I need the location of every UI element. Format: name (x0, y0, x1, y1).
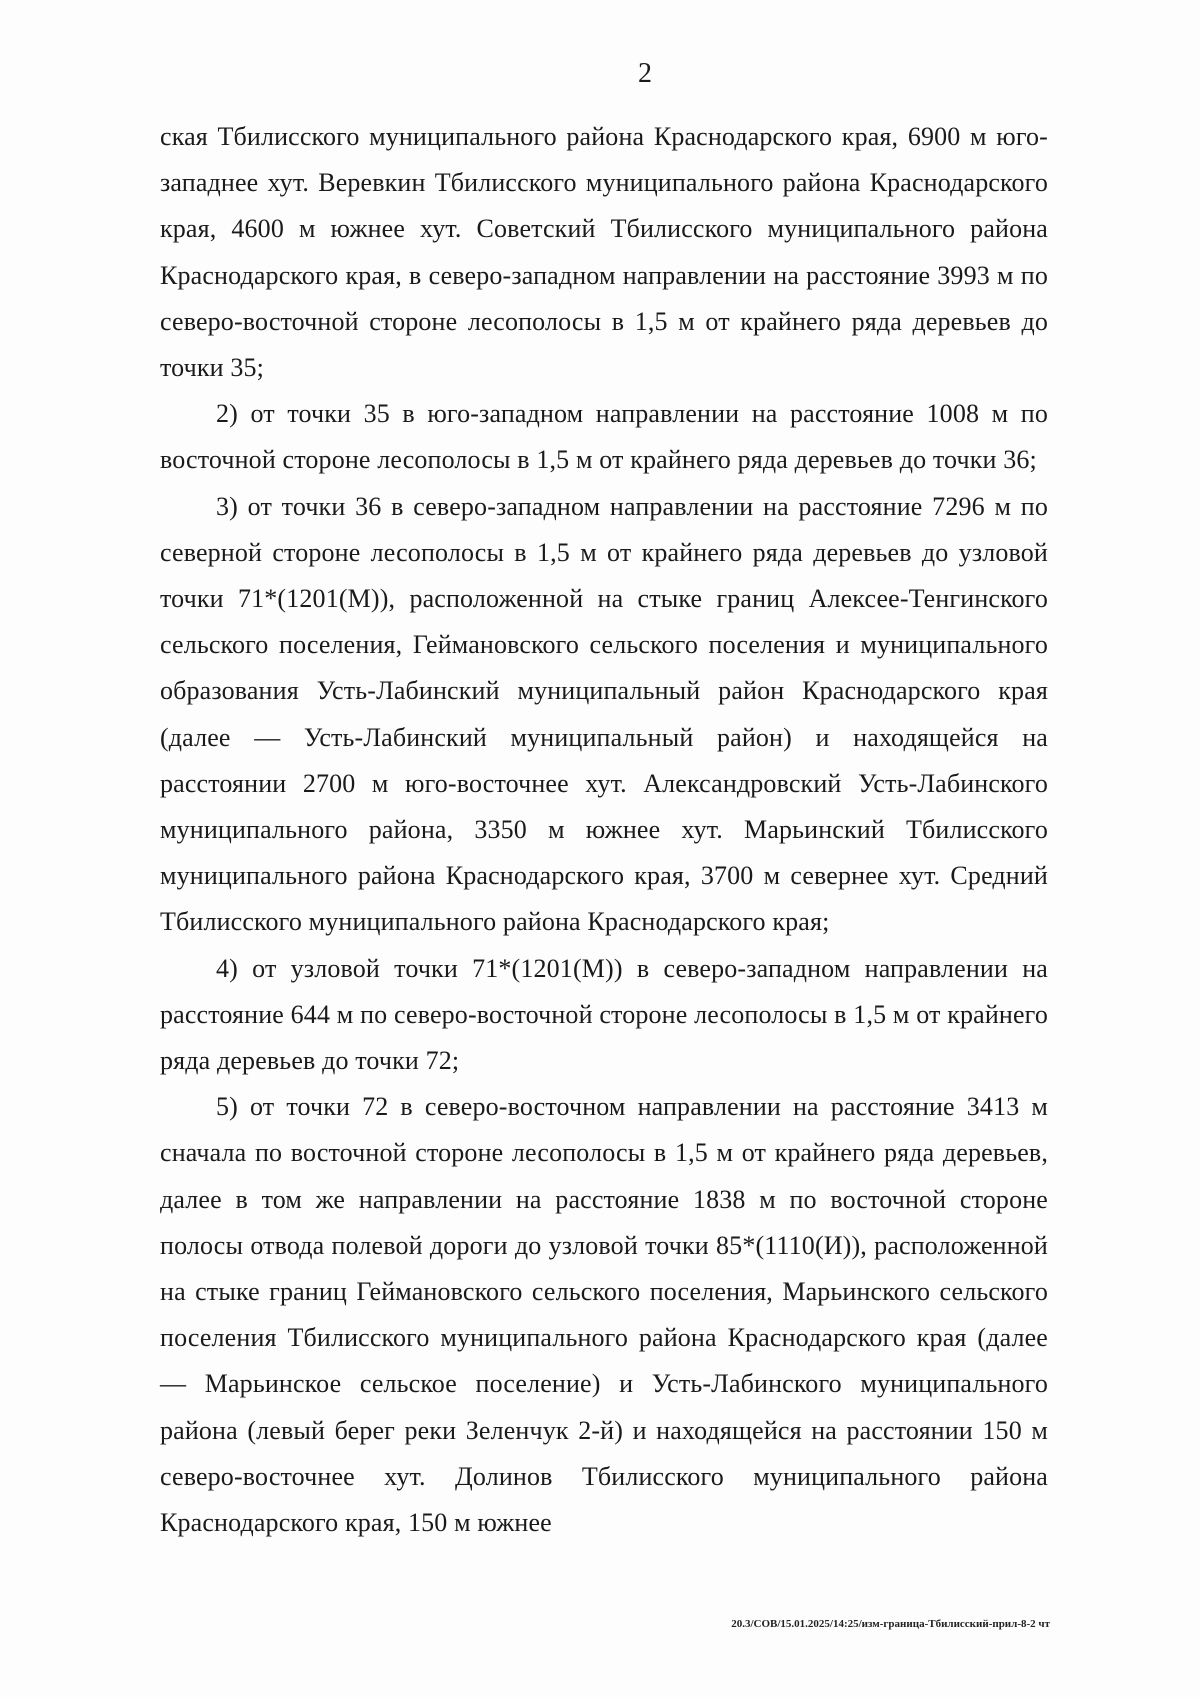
paragraph-item-5: 5) от точки 72 в северо-восточном направлении на расстояние 3413 м сначала по восточной стороне лесополосы в 1,5 м от крайнего ряда деревьев, далее в том же направлении на расстояние 1838 м по восточной стороне полосы отвода полевой дороги до узловой точки 85*(1110(И)), расположенной на стыке границ Геймановского сельского поселения, Марьинского сельского поселения Тбилисского муниципального района Краснодарского края (далее — Марьинское сельское поселение) и Усть-Лабинского муниципального района (левый берег реки Зеленчук 2-й) и находящейся на расстоянии 150 м северо-восточнее хут. Долинов Тбилисского муниципального района Краснодарского края, 150 м южнее (160, 1092, 1048, 1538)
paragraph-continuation: ская Тбилисского муниципального района Краснодарского края, 6900 м юго-западнее хут. Веревкин Тбилисского муниципального района Краснодарского края, 4600 м южнее хут. Советский Тбилисского муниципального района Краснодарского края, в северо-западном направлении на расстояние 3993 м по северо-восточной стороне лесополосы в 1,5 м от крайнего ряда деревьев до точки 35; (160, 122, 1048, 383)
page-number: 2 (638, 58, 652, 89)
document-body (160, 114, 1048, 1546)
footer-document-code: 20.3/СОВ/15.01.2025/14:25/изм-граница-Тбилисский-прил-8-2 чт (731, 1618, 1050, 1630)
paragraph-item-3: 3) от точки 36 в северо-западном направлении на расстояние 7296 м по северной стороне лесополосы в 1,5 м от крайнего ряда деревьев до узловой точки 71*(1201(М)), расположенной на стыке границ Алексее-Тенгинского сельского поселения, Геймановского сельского поселения и муниципального образования Усть-Лабинский муниципальный район Краснодарского края (далее — Усть-Лабинский муниципальный район) и находящейся на расстоянии 2700 м юго-восточнее хут. Александровский Усть-Лабинского муниципального района, 3350 м южнее хут. Марьинский Тбилисского муниципального района Краснодарского края, 3700 м севернее хут. Средний Тбилисского муниципального района Краснодарского края; (160, 491, 1048, 937)
paragraph-item-2: 2) от точки 35 в юго-западном направлении на расстояние 1008 м по восточной стороне лесополосы в 1,5 м от крайнего ряда деревьев до точки 36; (160, 399, 1048, 475)
paragraph-item-4: 4) от узловой точки 71*(1201(М)) в северо-западном направлении на расстояние 644 м по северо-восточной стороне лесополосы в 1,5 м от крайнего ряда деревьев до точки 72; (160, 953, 1048, 1076)
